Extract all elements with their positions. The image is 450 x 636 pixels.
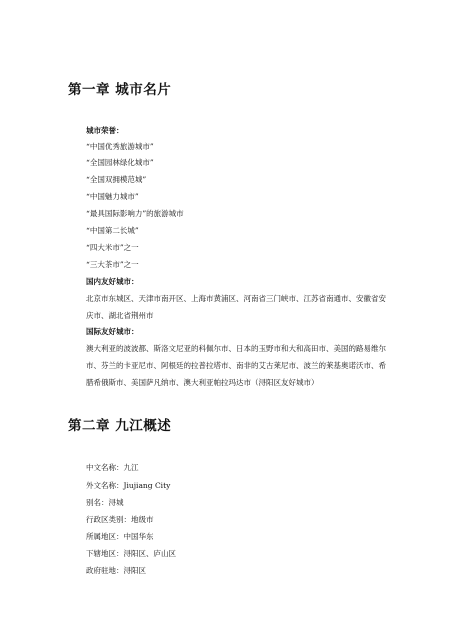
honor-item: “中国优秀旅游城市” bbox=[86, 142, 154, 151]
honor-item: “中国魅力城市” bbox=[86, 192, 139, 201]
international-cities-text: 澳大利亚的波波都、斯洛文尼亚的科佩尔市、日本的玉野市和大和高田市、美国的路易维尔市、芬兰的卡亚尼市、阿根廷的拉普拉塔市、南非的艾古莱尼市、波兰的莱基奥诺沃市、希腊希俄斯市、美国萨凡纳市、澳大利亚帕拉玛达市（浔阳区友好城市） bbox=[86, 344, 386, 387]
overview-item: 所属地区：中国华东 bbox=[86, 532, 154, 541]
honors-heading: 城市荣誉： bbox=[86, 126, 124, 135]
domestic-cities-text: 北京市东城区、天津市南开区、上海市黄浦区、河南省三门峡市、江苏省南通市、安徽省安庆市、湖北省荆州市 bbox=[86, 294, 386, 320]
chapter-2-title: 第二章 九江概述 bbox=[68, 418, 172, 434]
overview-item: 下辖地区：浔阳区、庐山区 bbox=[86, 549, 176, 558]
overview-item: 别名：浔城 bbox=[86, 498, 124, 507]
overview-item: 政府驻地：浔阳区 bbox=[86, 566, 146, 575]
international-cities-heading: 国际友好城市： bbox=[86, 327, 139, 336]
honor-item: “四大米市”之一 bbox=[86, 243, 139, 252]
honor-item: “中国第二长城” bbox=[86, 226, 139, 235]
overview-item: 行政区类别：地级市 bbox=[86, 515, 154, 524]
honor-item: “最具国际影响力”的旅游城市 bbox=[86, 209, 184, 218]
honor-item: “全国双拥模范城” bbox=[86, 175, 147, 184]
domestic-cities-heading: 国内友好城市： bbox=[86, 277, 139, 286]
honor-item: “全国园林绿化城市” bbox=[86, 158, 154, 167]
honor-item: “三大茶市”之一 bbox=[86, 260, 139, 269]
overview-item: 外文名称：Jiujiang City bbox=[86, 481, 171, 490]
chapter-1-title: 第一章 城市名片 bbox=[68, 82, 172, 98]
overview-item: 中文名称：九江 bbox=[86, 463, 139, 472]
